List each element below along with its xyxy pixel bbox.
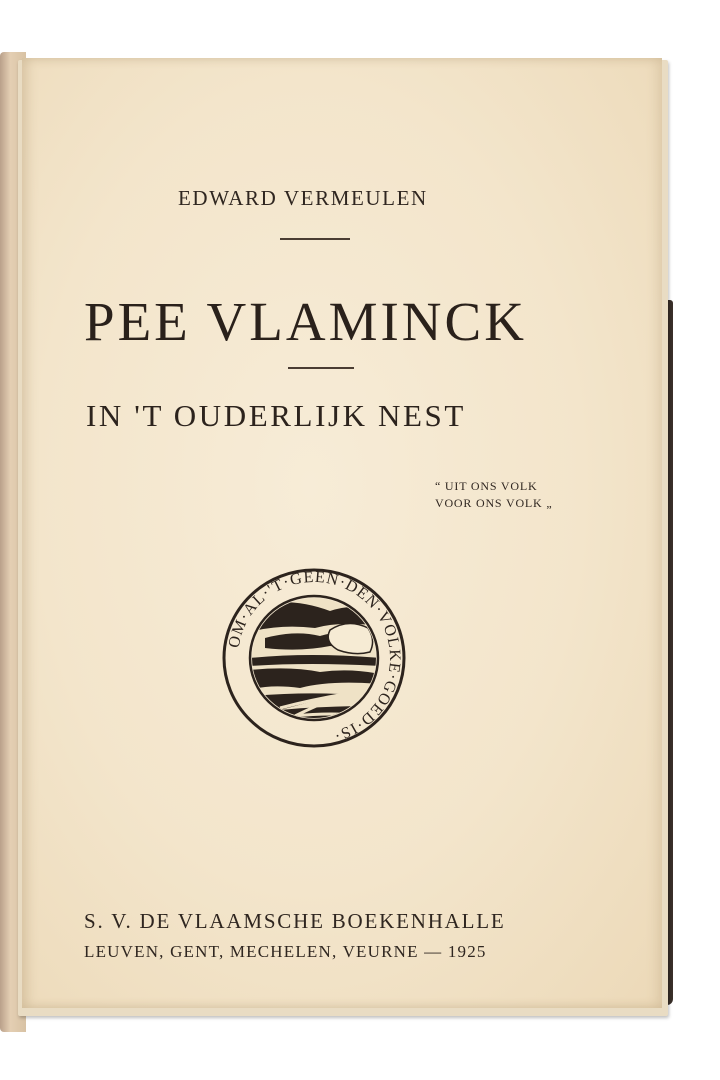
publisher-seal-icon: [220, 566, 408, 750]
publisher-name: S. V. DE VLAAMSCHE BOEKENHALLE: [84, 909, 506, 933]
author-name: EDWARD VERMEULEN: [178, 186, 428, 210]
divider-rule: [280, 238, 350, 240]
title-page: [22, 58, 662, 1008]
motto-line: VOOR ONS VOLK „: [435, 496, 553, 510]
book-subtitle: IN 'T OUDERLIJK NEST: [86, 398, 466, 433]
seal-inscription: OM·AL·'T·GEEN·DEN·VOLKE·GOED·IS·: [225, 568, 404, 745]
divider-rule: [288, 367, 354, 369]
motto-line: “ UIT ONS VOLK: [435, 479, 538, 493]
book-title: PEE VLAMINCK: [84, 291, 527, 352]
publication-places-year: LEUVEN, GENT, MECHELEN, VEURNE — 1925: [84, 942, 487, 961]
